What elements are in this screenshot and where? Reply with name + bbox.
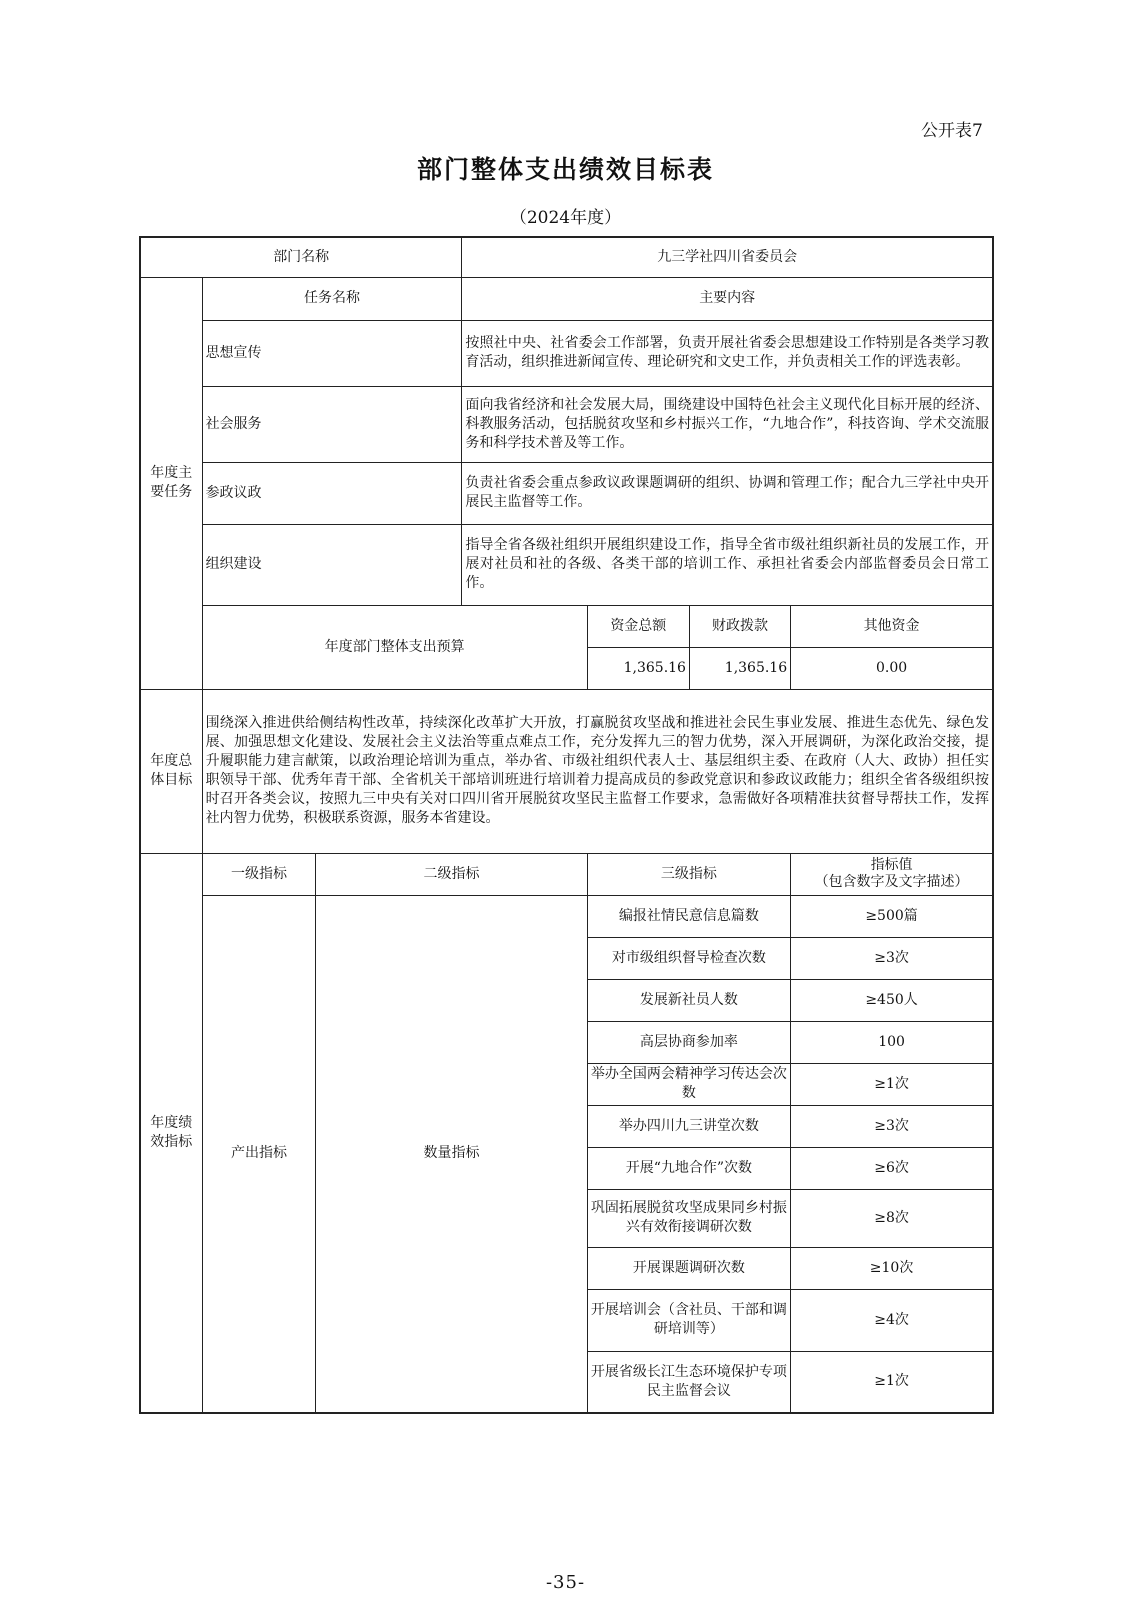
report-year: （2024年度） bbox=[509, 208, 622, 228]
level2-quantity: 数量指标 bbox=[316, 895, 587, 1413]
indicator-value: ≥450人 bbox=[791, 979, 993, 1021]
indicator-name: 举办四川九三讲堂次数 bbox=[587, 1105, 790, 1147]
task-content: 负责社省委会重点参政议政课题调研的组织、协调和管理工作；配合九三学社中央开展民主监督等工作。 bbox=[462, 462, 993, 524]
indicator-value: ≥3次 bbox=[791, 937, 993, 979]
task-content: 指导全省各级社组织开展组织建设工作，指导全省市级社组织新社员的发展工作，开展对社员和社的各级、各类干部的培训工作、承担社省委会内部监督委员会日常工作。 bbox=[462, 524, 993, 605]
budget-fiscal-value: 1,365.16 bbox=[689, 647, 790, 689]
dept-name-label: 部门名称 bbox=[140, 237, 462, 277]
level3-header: 三级指标 bbox=[587, 853, 790, 895]
indicator-value: ≥3次 bbox=[791, 1105, 993, 1147]
budget-total-header: 资金总额 bbox=[587, 605, 689, 647]
level2-header: 二级指标 bbox=[316, 853, 587, 895]
annual-goal-label: 年度总体目标 bbox=[140, 689, 202, 853]
indicator-value-subtitle: （包含数字及文字描述） bbox=[814, 874, 969, 890]
task-content: 按照社中央、社省委会工作部署，负责开展社省委会思想建设工作特别是各类学习教育活动，组织推进新闻宣传、理论研究和文史工作，并负责相关工作的评选表彰。 bbox=[462, 320, 993, 386]
indicator-value-header bbox=[791, 853, 993, 895]
indicator-name: 开展课题调研次数 bbox=[587, 1247, 790, 1289]
indicator-value: 100 bbox=[791, 1021, 993, 1063]
indicator-value: ≥500篇 bbox=[791, 895, 993, 937]
task-name: 参政议政 bbox=[202, 462, 462, 524]
annual-indicators-label: 年度绩效指标 bbox=[140, 853, 202, 1413]
indicator-name: 举办全国两会精神学习传达会次数 bbox=[587, 1063, 790, 1105]
task-name-header: 任务名称 bbox=[202, 277, 462, 320]
indicator-name: 巩固拓展脱贫攻坚成果同乡村振兴有效衔接调研次数 bbox=[587, 1189, 790, 1247]
indicator-name: 开展培训会（含社员、干部和调研培训等） bbox=[587, 1289, 790, 1351]
task-content: 面向我省经济和社会发展大局，围绕建设中国特色社会主义现代化目标开展的经济、科教服务活动，包括脱贫攻坚和乡村振兴工作，“九地合作”，科技咨询、学术交流服务和科学技术普及等工作。 bbox=[462, 386, 993, 462]
page-number: -35- bbox=[545, 1572, 586, 1593]
indicator-name: 发展新社员人数 bbox=[587, 979, 790, 1021]
dept-name-value: 九三学社四川省委员会 bbox=[462, 237, 993, 277]
annual-tasks-label: 年度主要任务 bbox=[140, 277, 202, 689]
indicator-value-title: 指标值 bbox=[870, 857, 913, 873]
budget-fiscal-header: 财政拨款 bbox=[689, 605, 790, 647]
budget-other-header: 其他资金 bbox=[791, 605, 993, 647]
annual-goal-text: 围绕深入推进供给侧结构性改革，持续深化改革扩大开放，打赢脱贫攻坚战和推进社会民生事业发展、推进生态优先、绿色发展、加强思想文化建设、发展社会主义法治等重点难点工作，充分发挥九三的智力优势，深入开展调研，为深化政治交接，提升履职能力建言献策，以政治理论培训为重点，举办省、市级社组织代表人士、基层组织主委、在政府（人大、政协）担任实职领导干部、优秀年青干部、全省机关干部培训班进行培训着力提高成员的参政党意识和参政议政能力；组织全省各级组织按时召开各类会议，按照九三中央有关对口四川省开展脱贫攻坚民主监督工作要求，急需做好各项精准扶贫督导帮扶工作，发挥社内智力优势，积极联系资源，服务本省建设。 bbox=[202, 689, 993, 853]
indicator-name: 开展省级长江生态环境保护专项民主监督会议 bbox=[587, 1351, 790, 1413]
performance-target-table bbox=[139, 236, 994, 1414]
table-code: 公开表7 bbox=[921, 121, 983, 141]
task-content-header: 主要内容 bbox=[462, 277, 993, 320]
indicator-value: ≥1次 bbox=[791, 1351, 993, 1413]
indicator-name: 编报社情民意信息篇数 bbox=[587, 895, 790, 937]
level1-output: 产出指标 bbox=[202, 895, 316, 1413]
indicator-value: ≥8次 bbox=[791, 1189, 993, 1247]
indicator-value: ≥1次 bbox=[791, 1063, 993, 1105]
indicator-name: 对市级组织督导检查次数 bbox=[587, 937, 790, 979]
annual-budget-label: 年度部门整体支出预算 bbox=[202, 605, 587, 689]
budget-other-value: 0.00 bbox=[791, 647, 993, 689]
budget-total-value: 1,365.16 bbox=[587, 647, 689, 689]
indicator-value: ≥10次 bbox=[791, 1247, 993, 1289]
indicator-name: 开展“九地合作”次数 bbox=[587, 1147, 790, 1189]
level1-header: 一级指标 bbox=[202, 853, 316, 895]
page-title: 部门整体支出绩效目标表 bbox=[416, 155, 714, 184]
indicator-value: ≥4次 bbox=[791, 1289, 993, 1351]
task-name: 组织建设 bbox=[202, 524, 462, 605]
indicator-name: 高层协商参加率 bbox=[587, 1021, 790, 1063]
task-name: 思想宣传 bbox=[202, 320, 462, 386]
task-name: 社会服务 bbox=[202, 386, 462, 462]
indicator-value: ≥6次 bbox=[791, 1147, 993, 1189]
